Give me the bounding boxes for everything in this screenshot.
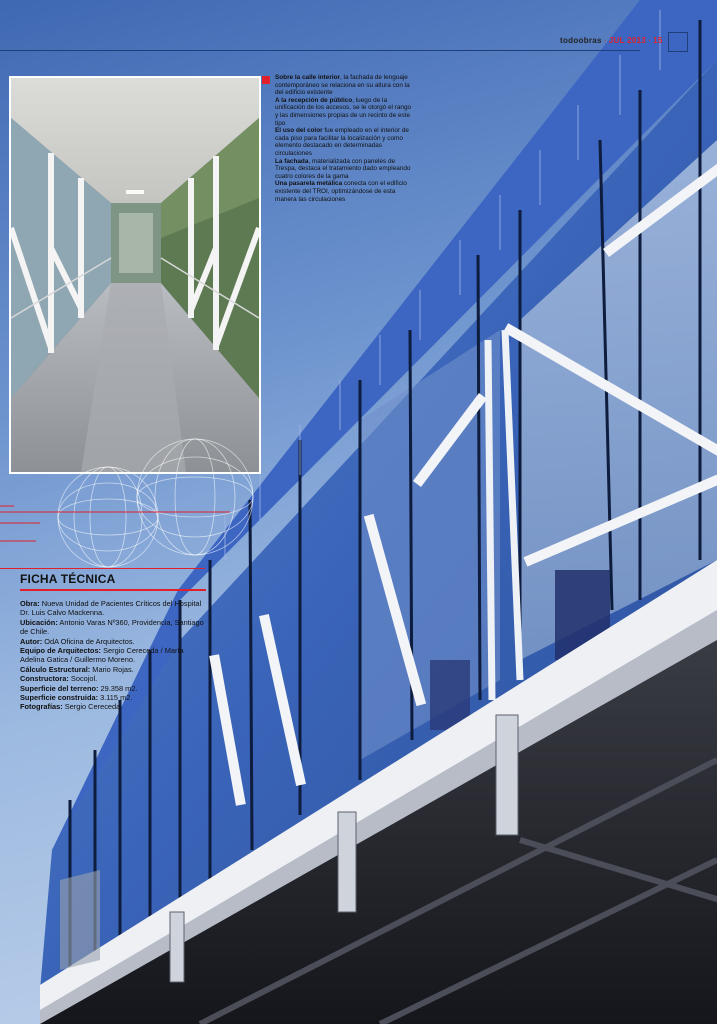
- page-number: 15: [653, 36, 663, 45]
- technical-sheet-list: [20, 599, 206, 712]
- sheet-item-autor: [20, 637, 206, 646]
- paragraph-lead: A la recepción de público: [275, 96, 353, 104]
- paragraph-lead: La fachada: [275, 157, 309, 165]
- sheet-item-ubicacion: [20, 618, 206, 637]
- sheet-item-equipo: [20, 646, 206, 665]
- sheet-item-construida: [20, 693, 206, 702]
- sheet-label: Fotografías:: [20, 702, 63, 712]
- technical-sheet: [20, 572, 206, 712]
- sheet-value: Sergio Cereceda / María Adelina Gatica / Guillermo Moreno.: [20, 646, 184, 665]
- sheet-value: 29.358 m2.: [98, 683, 138, 693]
- sheet-value: Antonio Varas Nº360, Providencia, Santiago de Chile.: [20, 617, 204, 637]
- paragraph: [275, 97, 413, 127]
- paragraph-text: fue empleado en el interior de cada piso para facilitar la localización y como elemento destacado en determinadas circulaciones: [275, 127, 409, 157]
- sheet-value: Socojol.: [68, 674, 98, 684]
- sheet-value: Sergio Cereceda.: [62, 702, 123, 712]
- paragraph: [275, 74, 413, 97]
- section-marker: [262, 76, 270, 84]
- sheet-label: Equipo de Arquitectos:: [20, 646, 102, 656]
- sheet-label: Superficie construida:: [20, 693, 99, 703]
- sheet-item-calculo: [20, 665, 206, 674]
- sheet-value: OdA Oficina de Arquitectos.: [42, 636, 135, 646]
- sheet-label: Constructora:: [20, 674, 69, 684]
- sheet-label: Superficie del terreno:: [20, 683, 99, 693]
- ficha-top-rule: [0, 568, 205, 569]
- sheet-label: Autor:: [20, 636, 43, 646]
- article-body: [275, 74, 413, 203]
- paragraph-lead: Sobre la calle interior: [275, 74, 340, 81]
- sheet-value: Mario Rojas.: [90, 664, 134, 674]
- paragraph-text: , luego de la unificación de los accesos, se le otorgó el rango y las dimensiones propias de un recinto de este tipo: [275, 96, 412, 127]
- paragraph: [275, 158, 413, 181]
- paragraph-text: , la fachada de lenguaje contemporáneo se relaciona en su altura con la del edificio existente: [275, 74, 410, 97]
- header-separator-2: ·: [648, 36, 652, 45]
- sheet-value: 3.115 m2.: [98, 693, 133, 703]
- decorative-red-rules: [0, 506, 230, 541]
- issue-date: JUL 2013: [608, 36, 647, 45]
- magazine-brand: todoobras: [560, 36, 602, 45]
- paragraph: [275, 127, 413, 157]
- paragraph-lead: Una pasarela metálica: [275, 180, 343, 188]
- sheet-item-obra: [20, 599, 206, 618]
- paragraph: [275, 180, 413, 203]
- sheet-value: Nueva Unidad de Pacientes Críticos del Hospital Dr. Luis Calvo Mackenna.: [20, 599, 202, 618]
- header-separator: ·: [603, 36, 607, 45]
- sheet-label: Ubicación:: [20, 617, 58, 627]
- paragraph-lead: El uso del color: [275, 127, 323, 135]
- sheet-label: Obra:: [20, 599, 40, 608]
- sheet-label: Cálculo Estructural:: [20, 664, 91, 674]
- paragraph-text: conecta con el edificio existente del TROI, optimizándose de esta manera las circulaciones: [275, 180, 407, 203]
- paragraph-text: , materializada con paneles de Trespa, destaca el tratamiento dado empleando cuatro colores de la gama: [275, 157, 411, 180]
- sheet-item-constructora: [20, 674, 206, 683]
- sheet-item-fotografias: [20, 702, 206, 711]
- sheet-item-terreno: [20, 684, 206, 693]
- technical-sheet-title: FICHA TÉCNICA: [20, 572, 206, 591]
